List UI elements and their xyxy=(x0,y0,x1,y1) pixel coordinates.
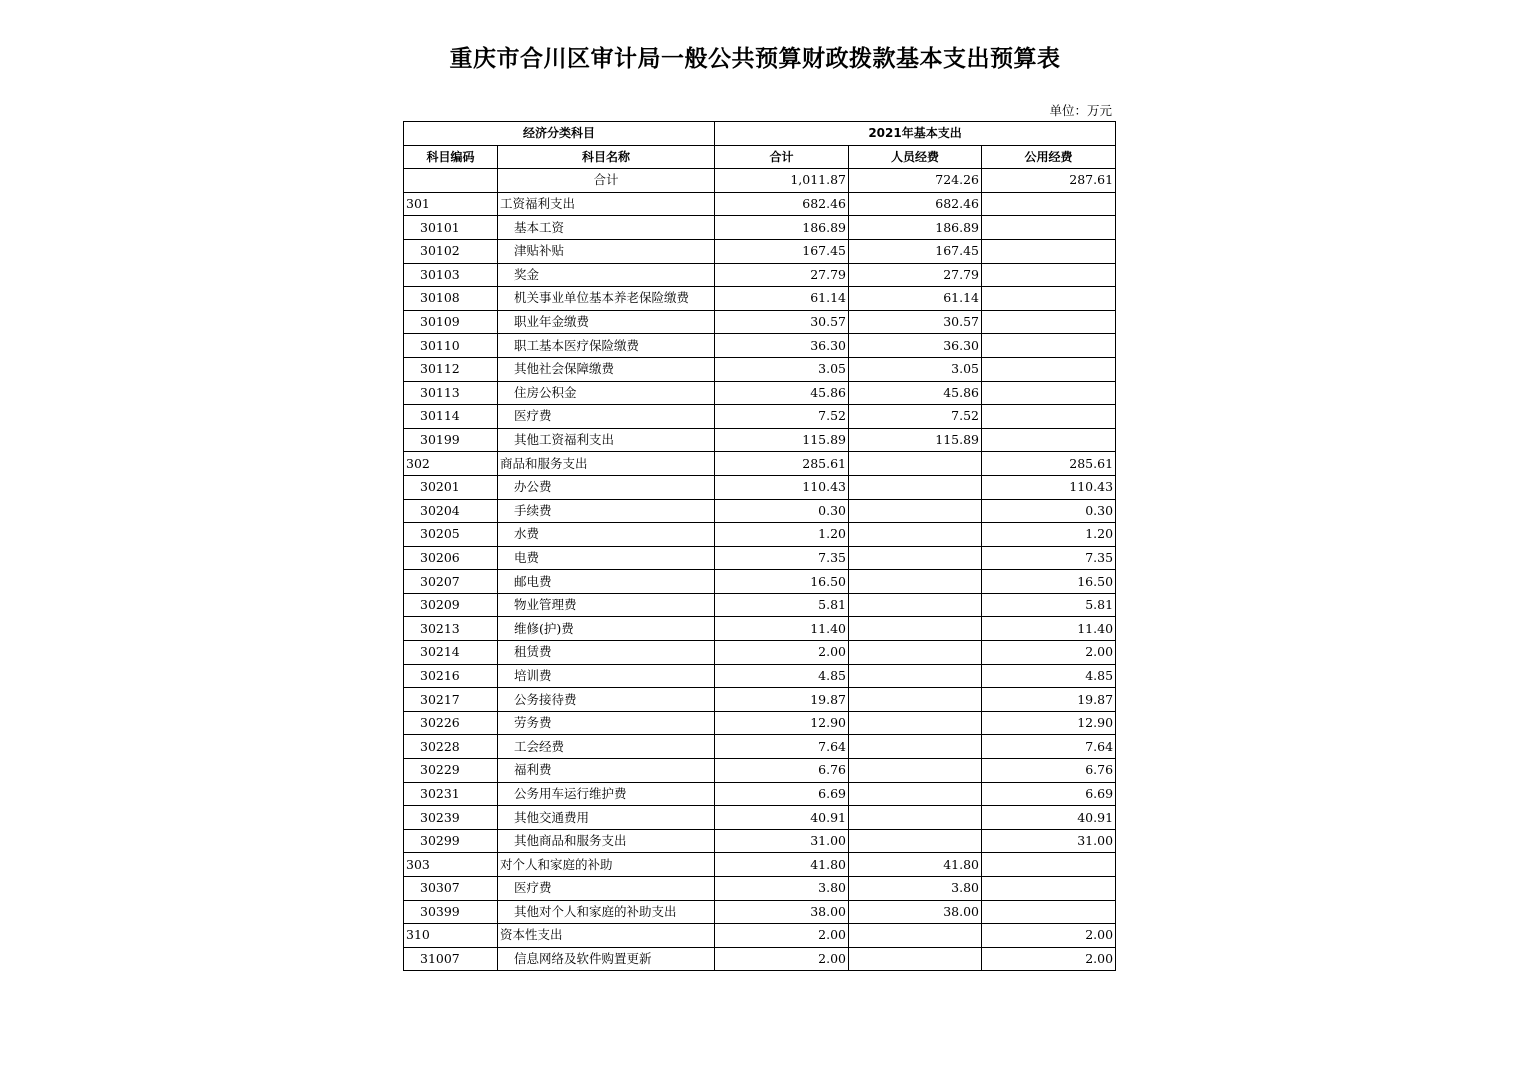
personnel-cell: 45.86 xyxy=(849,381,982,405)
public-cell: 285.61 xyxy=(982,452,1116,476)
public-cell: 6.69 xyxy=(982,782,1116,806)
personnel-cell xyxy=(849,664,982,688)
header-column-row xyxy=(404,145,1116,169)
name-cell: 医疗费 xyxy=(498,877,715,901)
personnel-cell: 41.80 xyxy=(849,853,982,877)
personnel-cell: 30.57 xyxy=(849,310,982,334)
total-cell: 110.43 xyxy=(715,475,849,499)
public-cell xyxy=(982,900,1116,924)
personnel-cell: 61.14 xyxy=(849,287,982,311)
personnel-cell xyxy=(849,641,982,665)
code-cell: 30231 xyxy=(404,782,498,806)
total-cell: 30.57 xyxy=(715,310,849,334)
personnel-cell xyxy=(849,499,982,523)
total-cell: 45.86 xyxy=(715,381,849,405)
table-row xyxy=(404,711,1116,735)
total-cell: 7.64 xyxy=(715,735,849,759)
code-cell: 30204 xyxy=(404,499,498,523)
personnel-cell: 167.45 xyxy=(849,239,982,263)
code-cell: 30209 xyxy=(404,593,498,617)
table-row xyxy=(404,829,1116,853)
public-cell: 2.00 xyxy=(982,947,1116,971)
header-economic-classification: 经济分类科目 xyxy=(404,122,715,146)
table-row xyxy=(404,357,1116,381)
total-cell: 3.80 xyxy=(715,877,849,901)
total-cell: 5.81 xyxy=(715,593,849,617)
name-cell: 其他交通费用 xyxy=(498,806,715,830)
table-row xyxy=(404,334,1116,358)
table-row xyxy=(404,523,1116,547)
public-cell: 4.85 xyxy=(982,664,1116,688)
public-cell xyxy=(982,381,1116,405)
personnel-cell xyxy=(849,782,982,806)
table-row xyxy=(404,617,1116,641)
code-cell: 302 xyxy=(404,452,498,476)
total-cell: 6.69 xyxy=(715,782,849,806)
total-cell: 31.00 xyxy=(715,829,849,853)
name-cell: 劳务费 xyxy=(498,711,715,735)
name-cell: 手续费 xyxy=(498,499,715,523)
name-cell: 租赁费 xyxy=(498,641,715,665)
code-cell: 30229 xyxy=(404,759,498,783)
code-cell: 30214 xyxy=(404,641,498,665)
total-cell: 0.30 xyxy=(715,499,849,523)
unit-label: 单位：万元 xyxy=(1049,103,1112,118)
public-cell: 31.00 xyxy=(982,829,1116,853)
code-cell: 30113 xyxy=(404,381,498,405)
total-code-cell xyxy=(404,169,498,193)
personnel-cell: 186.89 xyxy=(849,216,982,240)
code-cell: 303 xyxy=(404,853,498,877)
personnel-cell xyxy=(849,688,982,712)
name-cell: 职工基本医疗保险缴费 xyxy=(498,334,715,358)
public-cell: 0.30 xyxy=(982,499,1116,523)
public-cell: 16.50 xyxy=(982,570,1116,594)
code-cell: 30114 xyxy=(404,405,498,429)
table-row xyxy=(404,310,1116,334)
total-cell: 40.91 xyxy=(715,806,849,830)
name-cell: 福利费 xyxy=(498,759,715,783)
name-cell: 其他工资福利支出 xyxy=(498,428,715,452)
header-group-row xyxy=(404,122,1116,146)
table-row xyxy=(404,759,1116,783)
table-row xyxy=(404,782,1116,806)
code-cell: 30205 xyxy=(404,523,498,547)
code-cell: 30199 xyxy=(404,428,498,452)
public-cell: 12.90 xyxy=(982,711,1116,735)
code-cell: 30399 xyxy=(404,900,498,924)
table-row xyxy=(404,499,1116,523)
code-cell: 30112 xyxy=(404,357,498,381)
personnel-cell xyxy=(849,829,982,853)
header-basic-expenditure-2021: 2021年基本支出 xyxy=(715,122,1116,146)
code-cell: 30102 xyxy=(404,239,498,263)
table-row xyxy=(404,641,1116,665)
total-cell: 7.35 xyxy=(715,546,849,570)
public-cell xyxy=(982,877,1116,901)
personnel-cell xyxy=(849,475,982,499)
table-row xyxy=(404,853,1116,877)
name-cell: 工会经费 xyxy=(498,735,715,759)
personnel-cell xyxy=(849,735,982,759)
table-row xyxy=(404,475,1116,499)
total-cell: 1.20 xyxy=(715,523,849,547)
total-cell: 19.87 xyxy=(715,688,849,712)
code-cell: 30226 xyxy=(404,711,498,735)
total-cell: 27.79 xyxy=(715,263,849,287)
code-cell: 31007 xyxy=(404,947,498,971)
name-cell: 其他对个人和家庭的补助支出 xyxy=(498,900,715,924)
personnel-cell xyxy=(849,947,982,971)
table-row xyxy=(404,806,1116,830)
personnel-cell xyxy=(849,711,982,735)
page-title: 重庆市合川区审计局一般公共预算财政拨款基本支出预算表 xyxy=(449,46,1061,72)
name-cell: 奖金 xyxy=(498,263,715,287)
column-header-code: 科目编码 xyxy=(404,145,498,169)
total-cell: 167.45 xyxy=(715,239,849,263)
code-cell: 30307 xyxy=(404,877,498,901)
total-cell: 2.00 xyxy=(715,641,849,665)
table-row xyxy=(404,192,1116,216)
code-cell: 30201 xyxy=(404,475,498,499)
public-cell xyxy=(982,357,1116,381)
total-cell: 41.80 xyxy=(715,853,849,877)
name-cell: 其他社会保障缴费 xyxy=(498,357,715,381)
public-cell: 6.76 xyxy=(982,759,1116,783)
public-cell: 19.87 xyxy=(982,688,1116,712)
column-header-total: 合计 xyxy=(715,145,849,169)
budget-table xyxy=(403,121,1116,971)
code-cell: 301 xyxy=(404,192,498,216)
public-cell xyxy=(982,192,1116,216)
total-cell: 2.00 xyxy=(715,924,849,948)
public-cell xyxy=(982,405,1116,429)
personnel-cell: 3.80 xyxy=(849,877,982,901)
name-cell: 医疗费 xyxy=(498,405,715,429)
name-cell: 基本工资 xyxy=(498,216,715,240)
name-cell: 物业管理费 xyxy=(498,593,715,617)
personnel-cell xyxy=(849,924,982,948)
total-personnel-cell: 724.26 xyxy=(849,169,982,193)
table-row xyxy=(404,877,1116,901)
name-cell: 信息网络及软件购置更新 xyxy=(498,947,715,971)
public-cell: 7.35 xyxy=(982,546,1116,570)
code-cell: 30216 xyxy=(404,664,498,688)
personnel-cell xyxy=(849,593,982,617)
total-row xyxy=(404,169,1116,193)
name-cell: 维修(护)费 xyxy=(498,617,715,641)
code-cell: 310 xyxy=(404,924,498,948)
code-cell: 30206 xyxy=(404,546,498,570)
table-row xyxy=(404,947,1116,971)
public-cell: 2.00 xyxy=(982,641,1116,665)
total-total-cell: 1,011.87 xyxy=(715,169,849,193)
name-cell: 职业年金缴费 xyxy=(498,310,715,334)
table-row xyxy=(404,664,1116,688)
table-row xyxy=(404,900,1116,924)
column-header-public: 公用经费 xyxy=(982,145,1116,169)
table-row xyxy=(404,381,1116,405)
public-cell xyxy=(982,239,1116,263)
public-cell: 7.64 xyxy=(982,735,1116,759)
total-cell: 38.00 xyxy=(715,900,849,924)
table-row xyxy=(404,263,1116,287)
column-header-name: 科目名称 xyxy=(498,145,715,169)
total-cell: 115.89 xyxy=(715,428,849,452)
table-row xyxy=(404,216,1116,240)
table-row xyxy=(404,428,1116,452)
code-cell: 30110 xyxy=(404,334,498,358)
total-cell: 2.00 xyxy=(715,947,849,971)
name-cell: 电费 xyxy=(498,546,715,570)
public-cell: 5.81 xyxy=(982,593,1116,617)
total-cell: 3.05 xyxy=(715,357,849,381)
table-row xyxy=(404,570,1116,594)
personnel-cell: 3.05 xyxy=(849,357,982,381)
name-cell: 机关事业单位基本养老保险缴费 xyxy=(498,287,715,311)
name-cell: 邮电费 xyxy=(498,570,715,594)
name-cell: 公务接待费 xyxy=(498,688,715,712)
personnel-cell xyxy=(849,546,982,570)
code-cell: 30103 xyxy=(404,263,498,287)
total-cell: 4.85 xyxy=(715,664,849,688)
code-cell: 30207 xyxy=(404,570,498,594)
total-cell: 186.89 xyxy=(715,216,849,240)
name-cell: 工资福利支出 xyxy=(498,192,715,216)
total-cell: 12.90 xyxy=(715,711,849,735)
table-row xyxy=(404,287,1116,311)
total-public-cell: 287.61 xyxy=(982,169,1116,193)
personnel-cell xyxy=(849,452,982,476)
personnel-cell: 27.79 xyxy=(849,263,982,287)
total-cell: 6.76 xyxy=(715,759,849,783)
name-cell: 资本性支出 xyxy=(498,924,715,948)
name-cell: 培训费 xyxy=(498,664,715,688)
code-cell: 30108 xyxy=(404,287,498,311)
personnel-cell: 38.00 xyxy=(849,900,982,924)
column-header-personnel: 人员经费 xyxy=(849,145,982,169)
table-row xyxy=(404,688,1116,712)
public-cell xyxy=(982,853,1116,877)
name-cell: 其他商品和服务支出 xyxy=(498,829,715,853)
public-cell: 2.00 xyxy=(982,924,1116,948)
public-cell: 1.20 xyxy=(982,523,1116,547)
public-cell: 110.43 xyxy=(982,475,1116,499)
code-cell: 30109 xyxy=(404,310,498,334)
personnel-cell xyxy=(849,523,982,547)
public-cell xyxy=(982,334,1116,358)
name-cell: 公务用车运行维护费 xyxy=(498,782,715,806)
code-cell: 30213 xyxy=(404,617,498,641)
table-row xyxy=(404,735,1116,759)
personnel-cell xyxy=(849,570,982,594)
personnel-cell: 115.89 xyxy=(849,428,982,452)
name-cell: 津贴补贴 xyxy=(498,239,715,263)
name-cell: 住房公积金 xyxy=(498,381,715,405)
public-cell xyxy=(982,428,1116,452)
personnel-cell xyxy=(849,617,982,641)
name-cell: 办公费 xyxy=(498,475,715,499)
name-cell: 对个人和家庭的补助 xyxy=(498,853,715,877)
public-cell: 11.40 xyxy=(982,617,1116,641)
code-cell: 30299 xyxy=(404,829,498,853)
total-cell: 7.52 xyxy=(715,405,849,429)
total-cell: 16.50 xyxy=(715,570,849,594)
total-cell: 36.30 xyxy=(715,334,849,358)
total-cell: 61.14 xyxy=(715,287,849,311)
public-cell xyxy=(982,263,1116,287)
personnel-cell xyxy=(849,759,982,783)
public-cell: 40.91 xyxy=(982,806,1116,830)
name-cell: 水费 xyxy=(498,523,715,547)
table-row xyxy=(404,546,1116,570)
public-cell xyxy=(982,216,1116,240)
public-cell xyxy=(982,287,1116,311)
total-cell: 682.46 xyxy=(715,192,849,216)
table-row xyxy=(404,405,1116,429)
personnel-cell: 36.30 xyxy=(849,334,982,358)
code-cell: 30101 xyxy=(404,216,498,240)
total-cell: 11.40 xyxy=(715,617,849,641)
personnel-cell: 682.46 xyxy=(849,192,982,216)
table-row xyxy=(404,924,1116,948)
table-row xyxy=(404,452,1116,476)
name-cell: 商品和服务支出 xyxy=(498,452,715,476)
public-cell xyxy=(982,310,1116,334)
table-row xyxy=(404,239,1116,263)
total-cell: 285.61 xyxy=(715,452,849,476)
personnel-cell: 7.52 xyxy=(849,405,982,429)
table-row xyxy=(404,593,1116,617)
personnel-cell xyxy=(849,806,982,830)
code-cell: 30217 xyxy=(404,688,498,712)
code-cell: 30228 xyxy=(404,735,498,759)
total-name-cell: 合计 xyxy=(498,169,715,193)
code-cell: 30239 xyxy=(404,806,498,830)
